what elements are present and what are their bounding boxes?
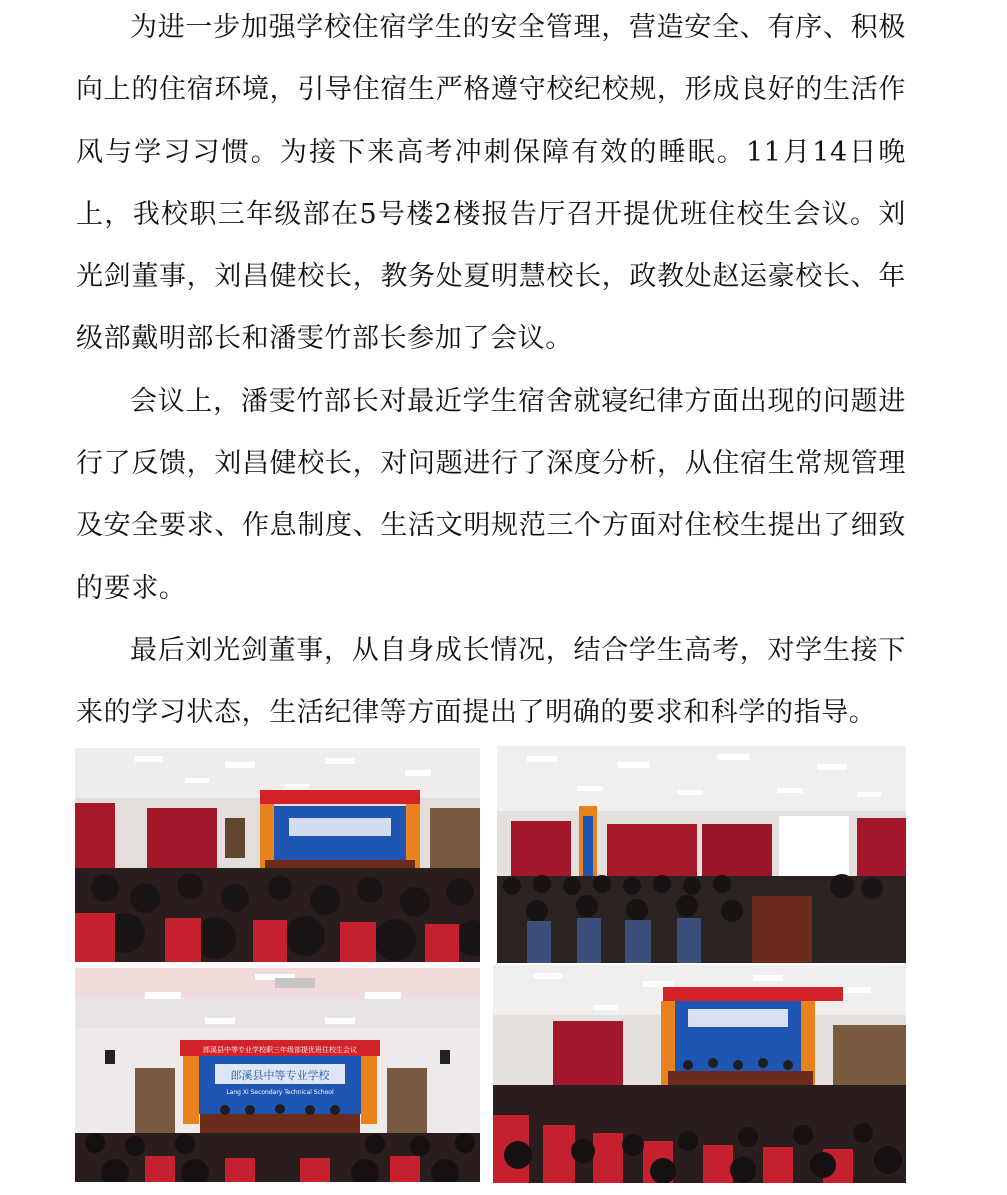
meeting-photo-1-image bbox=[75, 748, 480, 962]
meeting-photo-2-image bbox=[497, 746, 906, 963]
screen-title-3: 郎溪县中等专业学校 bbox=[230, 1069, 330, 1082]
paragraph-intro: 为进一步加强学校住宿学生的安全管理，营造安全、有序、积极向上的住宿环境，引导住宿生严格遵守校纪校规，形成良好的生活作风与学习习惯。为接下来高考冲刺保障有效的睡眠。11月14日晚上，我校职三年级部在5号楼2楼报告厅召开提优班住校生会议。刘光剑董事，刘昌健校长，教务处夏明慧校长，政教处赵运豪校长、年级部戴明部长和潘雯竹部长参加了会议。 bbox=[76, 12, 906, 355]
screen-subtitle-3: Lang Xi Secondary Technical School bbox=[226, 1089, 334, 1096]
banner-text-3: 郎溪县中等专业学校职三年级部提优班住校生会议 bbox=[203, 1046, 357, 1054]
red-banner-1 bbox=[260, 790, 420, 804]
meeting-photo-3-image bbox=[75, 968, 480, 1182]
meeting-photo-3 bbox=[75, 968, 480, 1182]
meeting-photo-2 bbox=[497, 746, 906, 963]
meeting-photo-4 bbox=[493, 965, 906, 1183]
red-banner-4 bbox=[663, 987, 843, 1001]
article-body bbox=[76, 0, 906, 745]
meeting-photo-4-image bbox=[493, 965, 906, 1183]
paragraph-closing: 最后刘光剑董事，从自身成长情况，结合学生高考，对学生接下来的学习状态，生活纪律等方面提出了明确的要求和科学的指导。 bbox=[76, 634, 906, 729]
meeting-photo-1 bbox=[75, 748, 480, 962]
paragraph-meeting: 会议上，潘雯竹部长对最近学生宿舍就寝纪律方面出现的问题进行了反馈，刘昌健校长，对问题进行了深度分析，从住宿生常规管理及安全要求、作息制度、生活文明规范三个方面对住校生提出了细致的要求。 bbox=[76, 385, 906, 604]
